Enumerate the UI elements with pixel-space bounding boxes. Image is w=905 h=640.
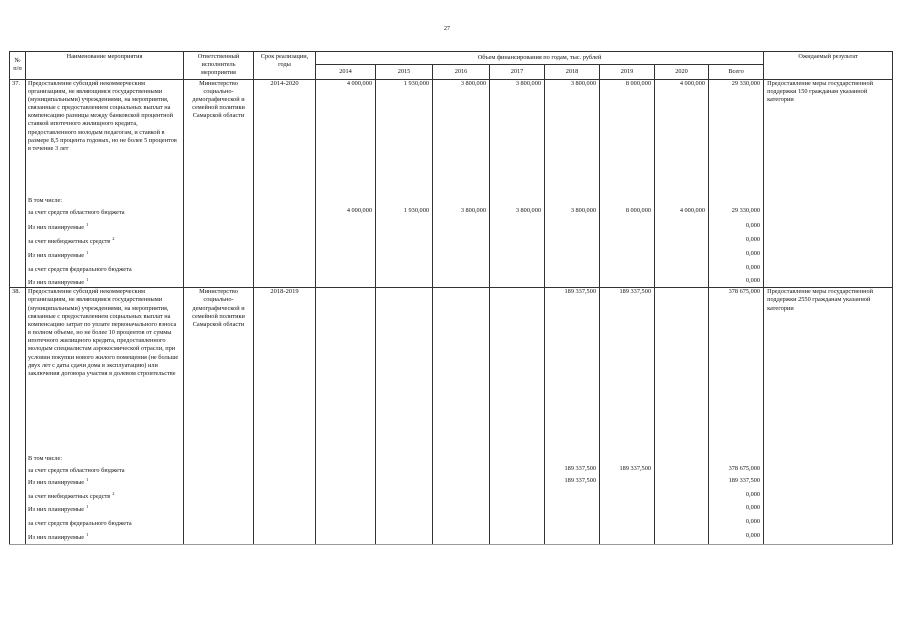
footnote-mark: 1 [86, 277, 89, 283]
sub-value [490, 222, 545, 236]
row-number: 37. [10, 79, 26, 197]
table-row [10, 79, 893, 197]
sub-value [490, 532, 545, 545]
value-2015: 1 930,000 [376, 79, 433, 197]
page-number: 27 [444, 26, 450, 32]
value-2017 [490, 288, 545, 455]
sub-value: 189 337,500 [545, 477, 600, 491]
value-2018: 189 337,500 [545, 288, 600, 455]
sub-value [600, 250, 655, 264]
sub-value [655, 532, 709, 545]
sub-total: 189 337,500 [709, 477, 764, 491]
sub-value [376, 504, 433, 518]
value-2017: 3 800,000 [490, 79, 545, 197]
sub-value [545, 236, 600, 250]
sub-value [316, 236, 376, 250]
sub-row-label: Из них планируемые $^1$ [26, 250, 184, 264]
sub-row-label: за счет средств федерального бюджета [26, 264, 184, 277]
sub-value: 3 800,000 [490, 207, 545, 222]
col-header-total: Всего [709, 65, 764, 79]
sub-value: 189 337,500 [545, 465, 600, 477]
sub-row [10, 491, 893, 504]
sub-value [376, 518, 433, 532]
sub-value: 189 337,500 [600, 465, 655, 477]
sub-row-label: за счет средств федерального бюджета [26, 518, 184, 532]
sub-value [433, 491, 490, 504]
sub-value [655, 477, 709, 491]
sub-value: 3 800,000 [545, 207, 600, 222]
sub-row [10, 222, 893, 236]
sub-value [600, 504, 655, 518]
sub-value [433, 250, 490, 264]
value-2016: 3 800,000 [433, 79, 490, 197]
value-total: 29 330,000 [709, 79, 764, 197]
sub-value [545, 264, 600, 277]
implementation-period: 2018-2019 [254, 288, 316, 455]
sub-value [316, 250, 376, 264]
activity-description: Предоставление субсидий некоммерческим организациям, не являющимся государственными (муниципальными) учреждениями, на мероприятия, связанные с предоставлением социальных выплат на компенсацию затрат по уплате первоначального взноса в полном объеме, но не более 10 процентов от суммы ипотечного жилищного кредита, предоставленного молодым специалистам аэрокосмической отрасли, при условии покупки нового жилого помещения (не больше двух лет с даты сдачи дома в эксплуатацию) или заключения договора участия в долевом строительстве [26, 288, 184, 455]
col-header-no: № п/п [10, 52, 26, 80]
including-label: В том числе: [26, 455, 184, 465]
sub-value [316, 532, 376, 545]
sub-value [600, 532, 655, 545]
col-header-year: 2019 [600, 65, 655, 79]
sub-row-label: Из них планируемые $^1$ [26, 277, 184, 288]
col-header-period: Срок реализации, годы [254, 52, 316, 80]
footnote-mark: 1 [86, 250, 89, 256]
sub-value [655, 250, 709, 264]
sub-value [545, 504, 600, 518]
sub-value [545, 491, 600, 504]
activity-description: Предоставление субсидий некоммерческим организациям, не являющимся государственными (муниципальными) учреждениями, на мероприятия, связанные с предоставлением социальных выплат на компенсацию разницы между банковской процентной ставкой ипотечного жилищного кредита, предоставленного молодым педагогам, и ставкой в размере 8,5 процента годовых, но не более 5 процентов в течение 3 лет [26, 79, 184, 197]
sub-total: 29 330,000 [709, 207, 764, 222]
footnote-mark: 1 [86, 476, 89, 482]
sub-value [433, 236, 490, 250]
sub-row [10, 250, 893, 264]
sub-value: 1 930,000 [376, 207, 433, 222]
col-header-year: 2014 [316, 65, 376, 79]
sub-value [316, 491, 376, 504]
value-2019: 189 337,500 [600, 288, 655, 455]
sub-value [490, 518, 545, 532]
sub-value [655, 236, 709, 250]
sub-total: 0,000 [709, 491, 764, 504]
col-header-year: 2017 [490, 65, 545, 79]
sub-value [433, 465, 490, 477]
sub-row [10, 207, 893, 222]
sub-value [600, 477, 655, 491]
value-total: 378 675,000 [709, 288, 764, 455]
footnote-mark: 1 [86, 503, 89, 509]
sub-value [376, 264, 433, 277]
sub-value [433, 504, 490, 518]
sub-value [316, 477, 376, 491]
sub-row-label: Из них планируемые $^1$ [26, 532, 184, 545]
sub-row [10, 277, 893, 288]
col-header-result: Ожидаемый результат [764, 52, 893, 80]
sub-value [545, 518, 600, 532]
sub-row [10, 236, 893, 250]
sub-total: 0,000 [709, 264, 764, 277]
sub-row-label: за счет внебюджетных средств $^2$ [26, 491, 184, 504]
sub-value [490, 277, 545, 288]
table-row [10, 288, 893, 455]
sub-value [600, 222, 655, 236]
sub-total: 0,000 [709, 532, 764, 545]
sub-value [490, 504, 545, 518]
sub-value [376, 532, 433, 545]
responsible-executor: Министерство социально-демографической и семейной политики Самарской области [184, 288, 254, 455]
value-2018: 3 800,000 [545, 79, 600, 197]
sub-value [376, 491, 433, 504]
sub-total: 0,000 [709, 277, 764, 288]
sub-value [376, 250, 433, 264]
sub-value [316, 465, 376, 477]
sub-value [545, 250, 600, 264]
sub-value [376, 477, 433, 491]
sub-total: 0,000 [709, 250, 764, 264]
sub-value [490, 236, 545, 250]
sub-row [10, 264, 893, 277]
sub-value [655, 264, 709, 277]
sub-value [376, 465, 433, 477]
sub-total: 378 675,000 [709, 465, 764, 477]
sub-value [655, 504, 709, 518]
sub-value: 4 000,000 [316, 207, 376, 222]
sub-value [316, 504, 376, 518]
sub-row-label: Из них планируемые $^1$ [26, 477, 184, 491]
sub-row [10, 504, 893, 518]
value-2014 [316, 288, 376, 455]
sub-row [10, 465, 893, 477]
sub-row [10, 477, 893, 491]
sub-row [10, 518, 893, 532]
sub-value [490, 491, 545, 504]
sub-value [433, 518, 490, 532]
including-row [10, 455, 893, 465]
sub-row-label: Из них планируемые $^1$ [26, 504, 184, 518]
sub-value [433, 222, 490, 236]
sub-value [545, 277, 600, 288]
col-header-year: 2015 [376, 65, 433, 79]
col-header-executor: Ответственный исполнитель мероприятия [184, 52, 254, 80]
responsible-executor: Министерство социально-демографической и семейной политики Самарской области [184, 79, 254, 197]
sub-value [316, 277, 376, 288]
value-2015 [376, 288, 433, 455]
value-2019: 8 000,000 [600, 79, 655, 197]
sub-value [433, 477, 490, 491]
implementation-period: 2014-2020 [254, 79, 316, 197]
funding-table [9, 51, 893, 545]
sub-value [490, 264, 545, 277]
expected-result: Предоставление меры государственной поддержки 2550 гражданам указанной категории [764, 288, 893, 455]
sub-value [545, 532, 600, 545]
sub-row-label: за счет внебюджетных средств $^2$ [26, 236, 184, 250]
sub-value [600, 264, 655, 277]
sub-value [655, 518, 709, 532]
sub-value [316, 264, 376, 277]
col-header-year: 2016 [433, 65, 490, 79]
including-label: В том числе: [26, 197, 184, 207]
sub-total: 0,000 [709, 504, 764, 518]
sub-value: 4 000,000 [655, 207, 709, 222]
sub-value [316, 518, 376, 532]
row-number: 38. [10, 288, 26, 455]
sub-value [600, 491, 655, 504]
sub-value [433, 277, 490, 288]
footnote-mark: 1 [86, 531, 89, 537]
sub-value [490, 465, 545, 477]
sub-value: 8 000,000 [600, 207, 655, 222]
sub-value [376, 222, 433, 236]
expected-result: Предоставление меры государственной поддержки 150 гражданам указанной категории [764, 79, 893, 197]
value-2014: 4 000,000 [316, 79, 376, 197]
sub-value [655, 277, 709, 288]
sub-value [545, 222, 600, 236]
sub-value [600, 277, 655, 288]
sub-row-label: за счет средств областного бюджета [26, 207, 184, 222]
col-header-year: 2018 [545, 65, 600, 79]
col-header-funding: Объем финансирования по годам, тыс. рублей [316, 52, 764, 65]
sub-total: 0,000 [709, 236, 764, 250]
footnote-mark: 2 [112, 490, 115, 496]
sub-value [490, 250, 545, 264]
sub-value [655, 491, 709, 504]
sub-row-label: за счет средств областного бюджета [26, 465, 184, 477]
sub-value [316, 222, 376, 236]
sub-row-label: Из них планируемые $^1$ [26, 222, 184, 236]
sub-value [433, 264, 490, 277]
sub-value [600, 236, 655, 250]
footnote-mark: 2 [112, 236, 115, 242]
sub-value [600, 518, 655, 532]
footnote-mark: 1 [86, 222, 89, 228]
sub-value [490, 477, 545, 491]
sub-value [433, 532, 490, 545]
sub-value [376, 236, 433, 250]
sub-value [655, 222, 709, 236]
value-2016 [433, 288, 490, 455]
value-2020 [655, 288, 709, 455]
col-header-name: Наименование мероприятия [26, 52, 184, 80]
sub-value: 3 800,000 [433, 207, 490, 222]
sub-total: 0,000 [709, 518, 764, 532]
sub-total: 0,000 [709, 222, 764, 236]
sub-row [10, 532, 893, 545]
sub-value [376, 277, 433, 288]
sub-value [655, 465, 709, 477]
value-2020: 4 000,000 [655, 79, 709, 197]
col-header-year: 2020 [655, 65, 709, 79]
including-row [10, 197, 893, 207]
